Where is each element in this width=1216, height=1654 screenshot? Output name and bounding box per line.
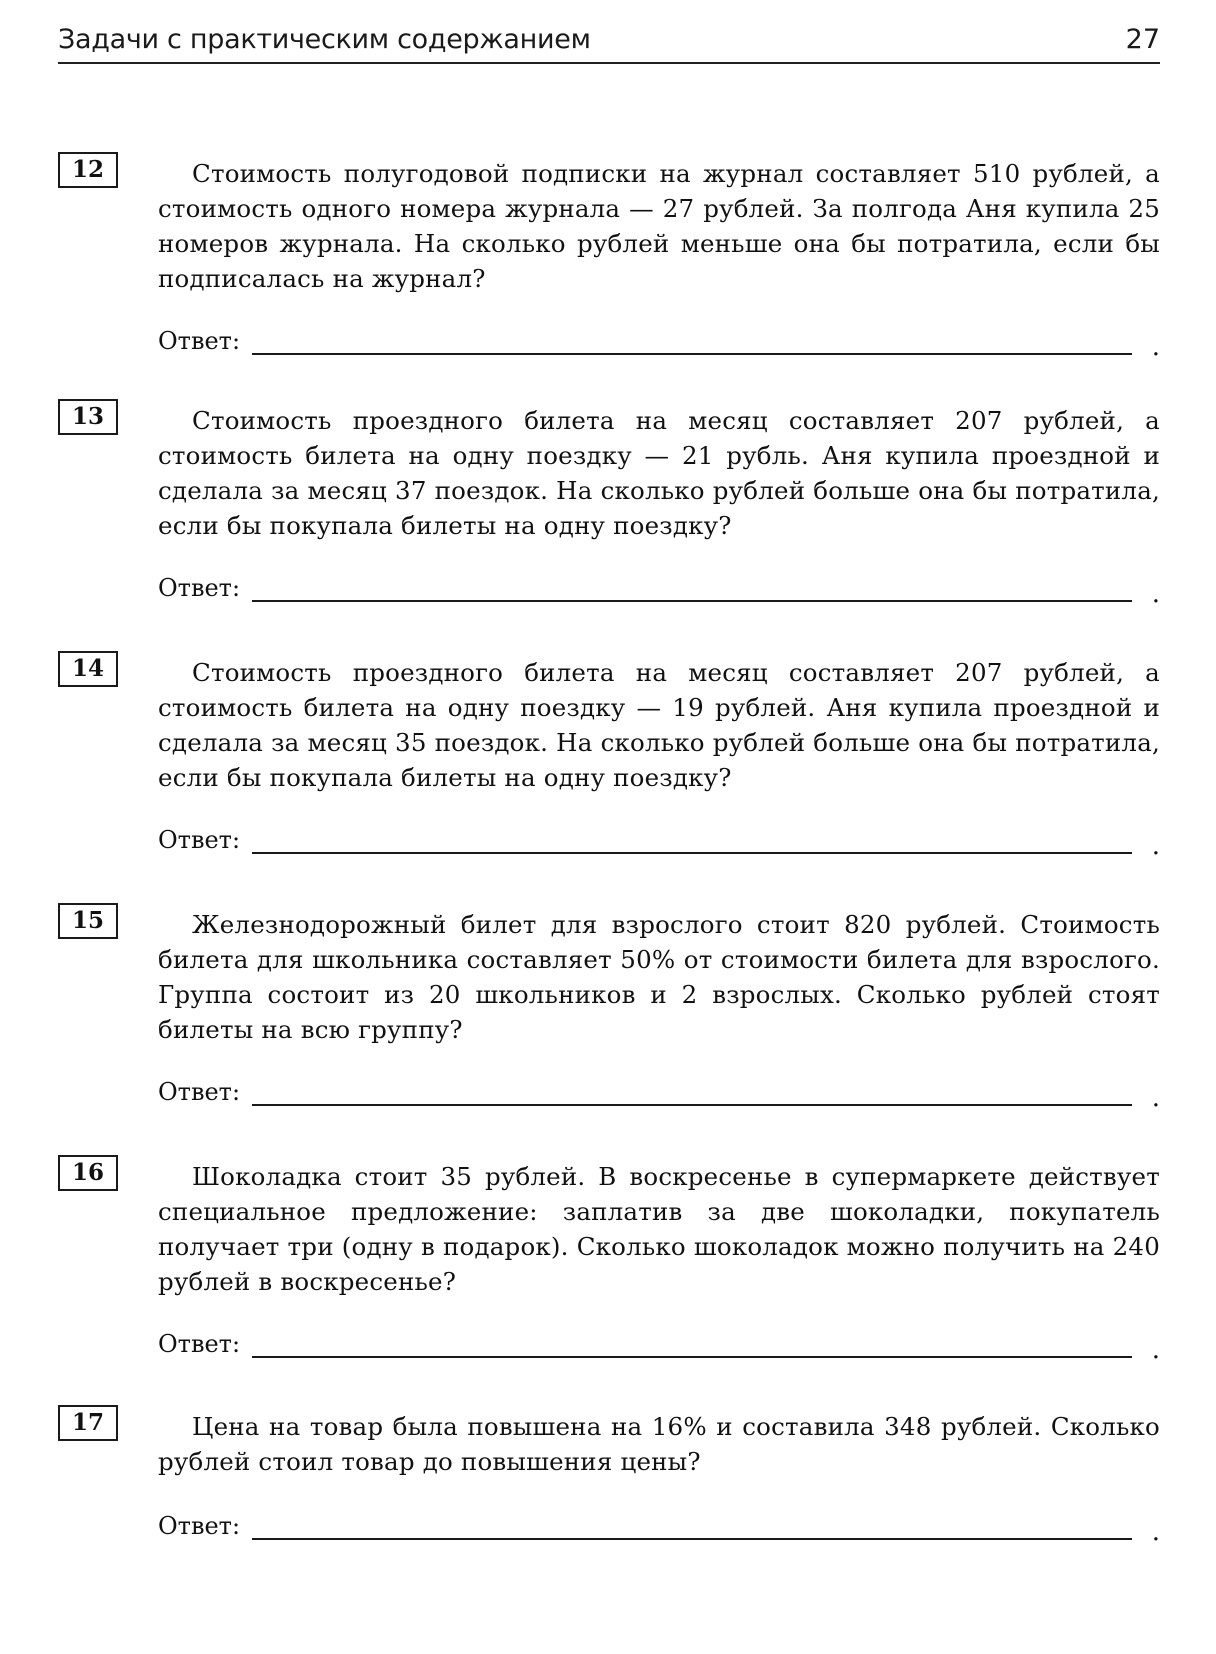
answer-period: . — [1151, 1083, 1160, 1113]
answer-blank-line[interactable] — [252, 600, 1132, 602]
problem-text: Цена на товар была повышена на 16% и составила 348 рублей. Сколько рублей стоил товар до повышения цены? — [158, 1412, 1160, 1476]
answer-row — [158, 324, 1160, 362]
answer-blank-line[interactable] — [252, 852, 1132, 854]
answer-label: Ответ: — [158, 826, 241, 854]
problem-number-box: 15 — [58, 903, 118, 939]
answer-row — [158, 1075, 1160, 1113]
answer-blank-line[interactable] — [252, 1104, 1132, 1106]
answer-blank-line[interactable] — [252, 1538, 1132, 1540]
answer-label: Ответ: — [158, 327, 241, 355]
problem-text: Железнодорожный билет для взрослого стоит 820 рублей. Стоимость билета для школьника составляет 50% от стоимости билета для взрослого. Группа состоит из 20 школьников и 2 взрослых. Сколько рублей стоят билеты на всю группу? — [158, 910, 1160, 1044]
answer-period: . — [1151, 831, 1160, 861]
running-header — [58, 18, 1160, 64]
problem-number-box: 17 — [58, 1405, 118, 1441]
problem-text: Стоимость полугодовой подписки на журнал составляет 510 рублей, а стоимость одного номера журнала — 27 рублей. За полгода Аня купила 25 номеров журнала. На сколько рублей меньше она бы потратила, если бы подписалась на журнал? — [158, 159, 1160, 293]
answer-label: Ответ: — [158, 1330, 241, 1358]
answer-blank-line[interactable] — [252, 1356, 1132, 1358]
answer-row — [158, 1327, 1160, 1365]
answer-row — [158, 823, 1160, 861]
answer-label: Ответ: — [158, 1078, 241, 1106]
problem-text: Стоимость проездного билета на месяц составляет 207 рублей, а стоимость билета на одну поездку — 19 рублей. Аня купила проездной и сделала за месяц 35 поездок. На сколько рублей больше она бы потратила, если бы покупала билеты на одну поездку? — [158, 658, 1160, 792]
problem-number-box: 12 — [58, 152, 118, 188]
answer-label: Ответ: — [158, 1512, 241, 1540]
answer-label: Ответ: — [158, 574, 241, 602]
answer-period: . — [1151, 579, 1160, 609]
page-number: 27 — [1125, 24, 1160, 55]
problem-text: Шоколадка стоит 35 рублей. В воскресенье в супермаркете действует специальное предложение: заплатив за две шоколадки, покупатель получает три (одну в подарок). Сколько шоколадок можно получить на 240 рублей в воскресенье? — [158, 1162, 1160, 1296]
problem-number-box: 13 — [58, 399, 118, 435]
problem-number-box: 14 — [58, 651, 118, 687]
answer-blank-line[interactable] — [252, 353, 1132, 355]
answer-row — [158, 1509, 1160, 1547]
answer-period: . — [1151, 1517, 1160, 1547]
answer-period: . — [1151, 1335, 1160, 1365]
answer-row — [158, 571, 1160, 609]
answer-period: . — [1151, 332, 1160, 362]
problem-text: Стоимость проездного билета на месяц составляет 207 рублей, а стоимость билета на одну поездку — 21 рубль. Аня купила проездной и сделала за месяц 37 поездок. На сколько рублей больше она бы потратила, если бы покупала билеты на одну поездку? — [158, 406, 1160, 540]
problem-number-box: 16 — [58, 1155, 118, 1191]
section-title: Задачи с практическим содержанием — [58, 24, 591, 55]
